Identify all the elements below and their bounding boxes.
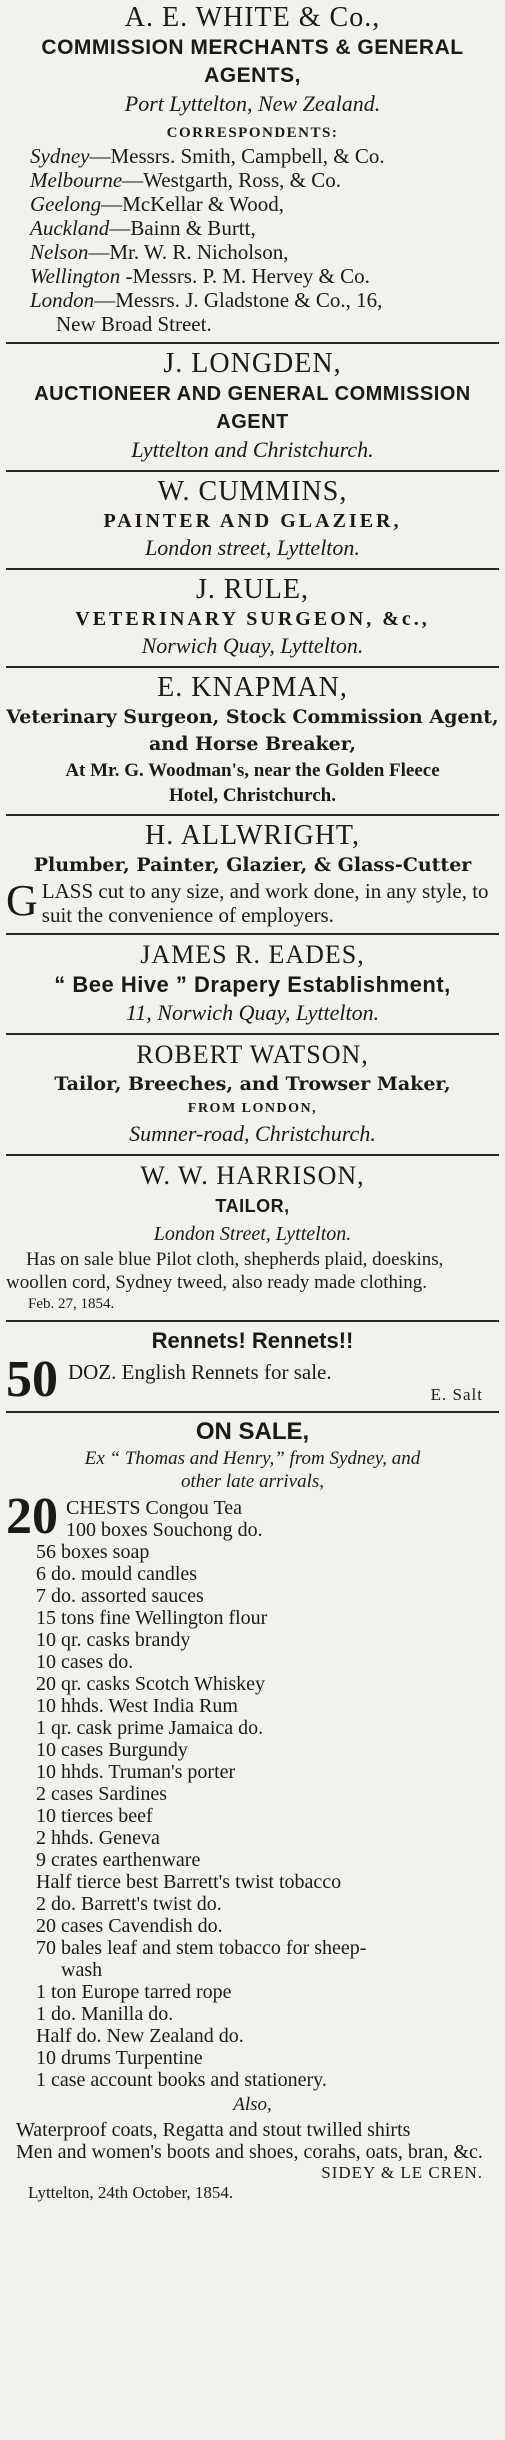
correspondent-item <box>30 144 499 168</box>
ad-place: Norwich Quay, Lyttelton. <box>141 633 364 658</box>
ad-watson <box>6 1039 499 1148</box>
ad-title: VETERINARY SURGEON, &c., <box>75 608 430 630</box>
list-item: 100 boxes Souchong do. <box>66 1519 263 1541</box>
list-item: 1 do. Manilla do. <box>36 2003 174 2025</box>
ad-allwright <box>6 820 499 927</box>
ad-name: J. RULE, <box>196 574 309 605</box>
list-item: 2 do. Barrett's twist do. <box>36 1893 222 1915</box>
ad-white <box>6 0 499 336</box>
ad-title: Veterinary Surgeon, Stock Commission Agent, <box>6 706 499 728</box>
list-item: 10 qr. casks brandy <box>36 1629 191 1651</box>
correspondent-name: —Westgarth, Ross, & Co. <box>122 168 341 192</box>
list-item: Half do. New Zealand do. <box>36 2025 244 2047</box>
ad-signature: SIDEY & LE CREN. <box>321 2163 483 2182</box>
list-item: 1 ton Europe tarred rope <box>36 1981 232 2003</box>
divider <box>6 470 499 472</box>
ad-name: W. CUMMINS, <box>157 476 348 507</box>
ad-name: W. W. HARRISON, <box>140 1161 365 1190</box>
list-item: 15 tons fine Wellington flour <box>36 1607 268 1629</box>
correspondent-name: —McKellar & Wood, <box>101 192 284 216</box>
correspondent-item <box>30 264 499 288</box>
divider <box>6 1320 499 1322</box>
also-label: Also, <box>233 2094 272 2115</box>
divider <box>6 933 499 935</box>
correspondent-city: London <box>30 288 95 312</box>
divider <box>6 342 499 344</box>
correspondent-item <box>30 192 499 216</box>
correspondent-name: —Mr. W. R. Nicholson, <box>88 240 289 264</box>
drop-cap: G <box>6 876 38 925</box>
divider <box>6 568 499 570</box>
list-item: 10 cases do. <box>36 1651 134 1673</box>
big-number: 20 <box>6 1493 58 1541</box>
ad-name: H. ALLWRIGHT, <box>145 820 360 851</box>
divider <box>6 1033 499 1035</box>
ad-text: Has on sale blue Pilot cloth, shepherds plaid, doeskins, woollen cord, Sydney tweed, also ready made clothing. <box>6 1249 444 1293</box>
sale-list <box>6 1493 499 2163</box>
correspondent-item <box>30 168 499 192</box>
sale-first <box>6 1493 499 1541</box>
list-item: 9 crates earthenware <box>36 1849 201 1871</box>
ad-eades <box>6 939 499 1027</box>
ad-title: PAINTER AND GLAZIER, <box>103 510 402 532</box>
ad-name: J. LONGDEN, <box>163 348 342 379</box>
ad-title: AUCTIONEER AND GENERAL COMMISSION AGENT <box>34 383 471 433</box>
correspondent-city: Sydney <box>30 144 90 168</box>
ad-cummins <box>6 476 499 562</box>
list-item: Half tierce best Barrett's twist tobacco <box>36 1871 342 1893</box>
correspondents-list <box>6 144 499 336</box>
ad-rule <box>6 574 499 660</box>
ad-name: A. E. WHITE & Co., <box>124 2 381 33</box>
ad-title: TAILOR, <box>215 1196 290 1216</box>
divider <box>6 814 499 816</box>
correspondent-item <box>30 288 499 312</box>
ad-title: Plumber, Painter, Glazier, & Glass-Cutter <box>33 854 472 876</box>
ad-text-body: LASS cut to any size, and work done, in any style, to suit the convenience of employers. <box>41 879 489 927</box>
divider <box>6 666 499 668</box>
correspondent-name: —Bainn & Burtt, <box>109 216 256 240</box>
correspondent-name: —Messrs. Smith, Campbell, & Co. <box>89 144 385 168</box>
ad-signature: E. Salt <box>430 1385 483 1404</box>
ad-address: Sumner-road, Christchurch. <box>129 1121 376 1146</box>
ad-name: JAMES R. EADES, <box>140 940 365 969</box>
list-item: 20 qr. casks Scotch Whiskey <box>36 1673 266 1695</box>
ad-place: Lyttelton and Christchurch. <box>131 437 374 462</box>
divider <box>6 1154 499 1156</box>
ad-heading: Rennets! Rennets!! <box>151 1328 354 1353</box>
rennet-body <box>6 1356 499 1405</box>
list-item: 10 hhds. Truman's porter <box>36 1761 236 1783</box>
ad-title: COMMISSION MERCHANTS & GENERAL AGENTS, <box>41 36 464 87</box>
ad-rennets <box>6 1326 499 1405</box>
ad-title-cont: and Horse Breaker, <box>148 733 357 755</box>
ad-address: London Street, Lyttelton. <box>153 1223 352 1245</box>
ad-place: Port Lyttelton, New Zealand. <box>124 91 381 116</box>
list-item: 2 cases Sardines <box>36 1783 168 1805</box>
correspondent-name: —Messrs. J. Gladstone & Co., 16, <box>94 288 383 312</box>
list-item: Men and women's boots and shoes, corahs, oats, bran, &c. <box>16 2141 483 2163</box>
ad-name: E. KNAPMAN, <box>157 672 348 703</box>
correspondent-city: Melbourne <box>30 168 123 192</box>
ad-address: At Mr. G. Woodman's, near the Golden Fleece <box>65 760 440 781</box>
ad-title: “ Bee Hive ” Drapery Establishment, <box>54 972 451 997</box>
ad-date: Lyttelton, 24th October, 1854. <box>28 2183 234 2202</box>
correspondents-heading: CORRESPONDENTS: <box>166 125 339 141</box>
ad-text <box>6 876 499 927</box>
sale-items <box>6 1541 499 2091</box>
ad-title: Tailor, Breeches, and Trowser Maker, <box>54 1073 451 1095</box>
correspondent-city: Nelson <box>30 240 89 264</box>
correspondent-name: -Messrs. P. M. Hervey & Co. <box>120 264 370 288</box>
correspondent-city: Geelong <box>30 192 102 216</box>
ad-address: 11, Norwich Quay, Lyttelton. <box>125 1000 380 1025</box>
correspondent-item <box>30 216 499 240</box>
list-item: wash <box>61 1959 103 1981</box>
ad-text: DOZ. English Rennets for sale. <box>68 1360 332 1384</box>
list-item: 1 qr. cask prime Jamaica do. <box>36 1717 264 1739</box>
correspondent-cont: New Broad Street. <box>56 312 212 336</box>
ad-longden <box>6 348 499 464</box>
ad-on-sale <box>6 1417 499 2203</box>
correspondent-city: Auckland <box>30 216 110 240</box>
ad-date: Feb. 27, 1854. <box>28 1296 115 1312</box>
correspondent-item <box>30 240 499 264</box>
ad-address-cont: Hotel, Christchurch. <box>169 785 336 806</box>
list-item: 7 do. assorted sauces <box>36 1585 204 1607</box>
list-item: 70 bales leaf and stem tobacco for sheep- <box>36 1937 367 1959</box>
list-item: 56 boxes soap <box>36 1541 150 1563</box>
ad-place: London street, Lyttelton. <box>145 535 360 560</box>
list-item: 6 do. mould candles <box>36 1563 198 1585</box>
ad-sub-cont: other late arrivals, <box>180 1471 325 1492</box>
list-item: 20 cases Cavendish do. <box>36 1915 223 1937</box>
ad-knapman <box>6 672 499 808</box>
ad-from: FROM LONDON, <box>187 1101 318 1116</box>
list-item: 1 case account books and stationery. <box>36 2069 327 2091</box>
correspondent-city: Wellington <box>30 264 121 288</box>
list-item: 10 cases Burgundy <box>36 1739 188 1761</box>
ad-sub: Ex “ Thomas and Henry,” from Sydney, and <box>84 1448 421 1469</box>
list-item: 10 drums Turpentine <box>36 2047 203 2069</box>
divider <box>6 1411 499 1413</box>
list-item: CHESTS Congou Tea <box>66 1497 243 1519</box>
ad-heading: ON SALE, <box>195 1418 310 1445</box>
ad-name: ROBERT WATSON, <box>136 1040 369 1069</box>
list-item: Waterproof coats, Regatta and stout twilled shirts <box>16 2119 411 2141</box>
ad-harrison <box>6 1160 499 1314</box>
big-number: 50 <box>6 1356 58 1405</box>
list-item: 10 tierces beef <box>36 1805 153 1827</box>
list-item: 10 hhds. West India Rum <box>36 1695 238 1717</box>
list-item: 2 hhds. Geneva <box>36 1827 160 1849</box>
